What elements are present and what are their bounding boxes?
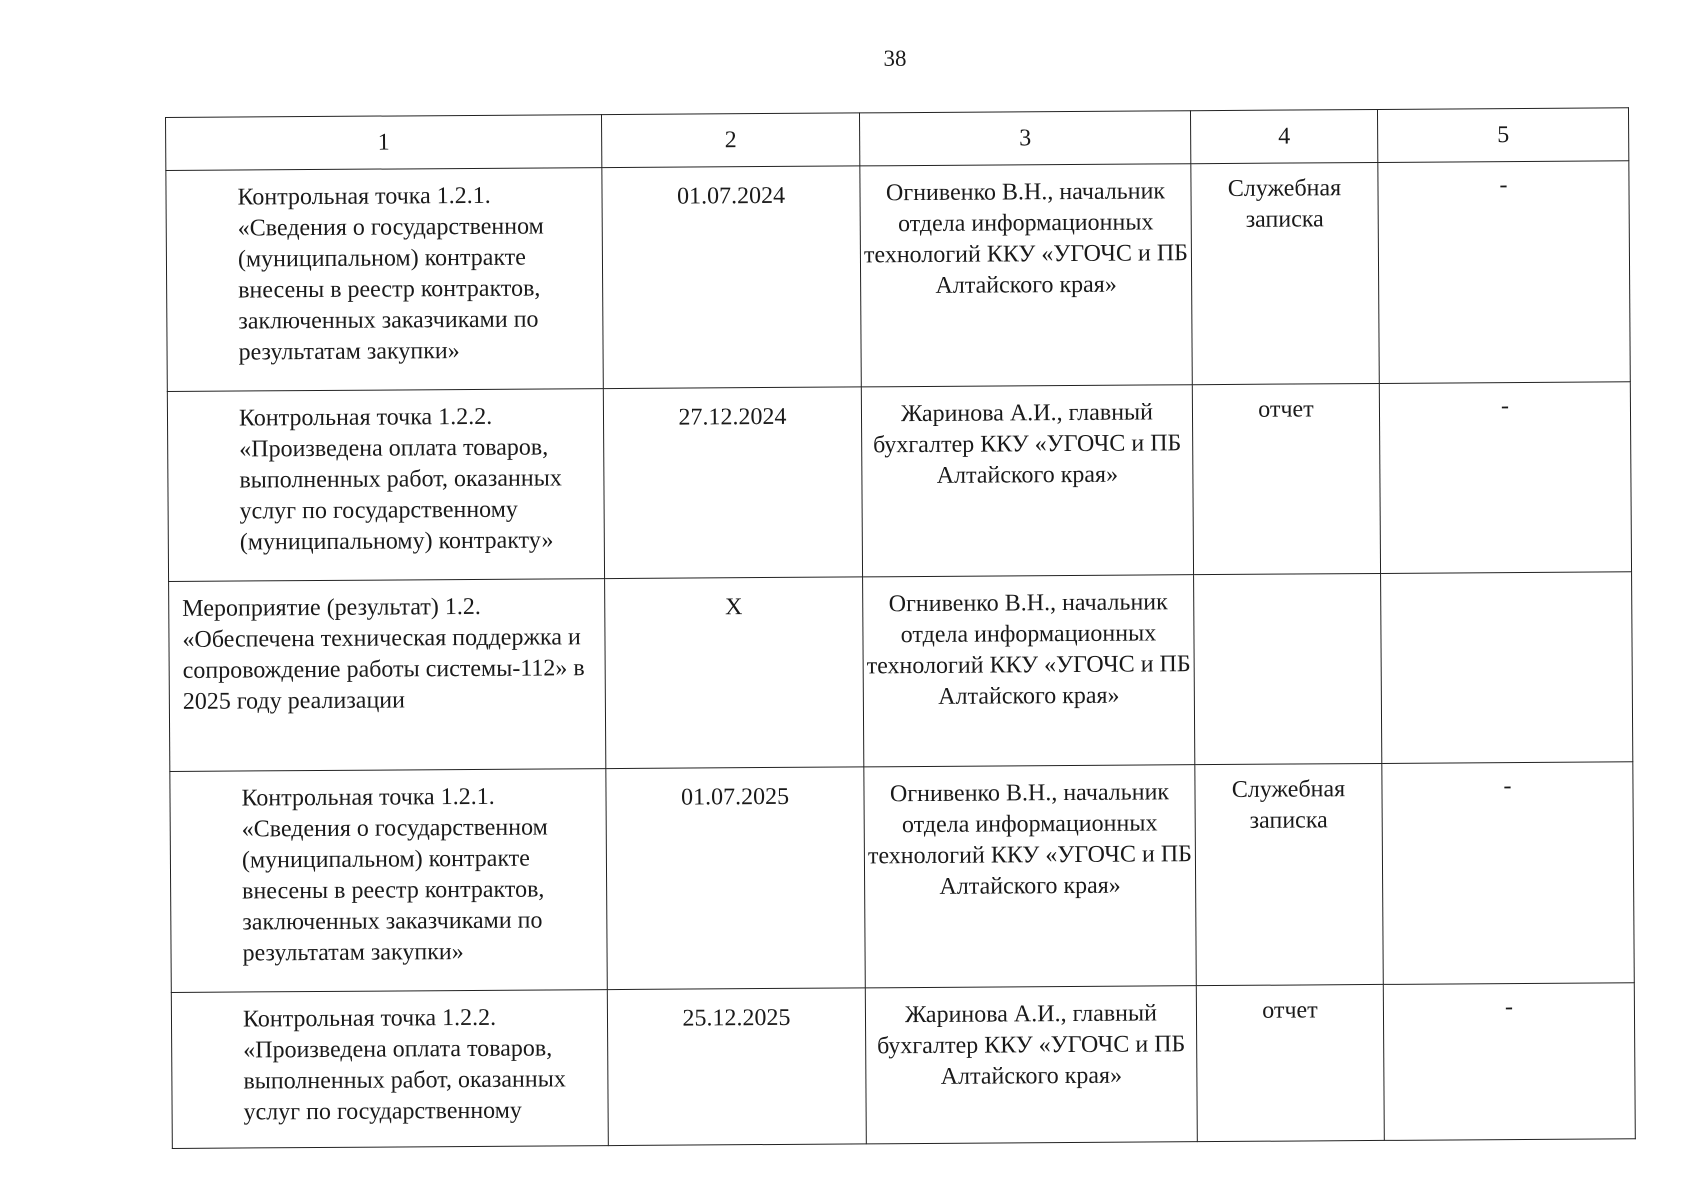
deadline-date: 25.12.2025	[607, 988, 866, 1146]
table-row	[169, 572, 1633, 772]
confirming-document: отчет	[1196, 984, 1384, 1141]
column-header-3: 3	[859, 111, 1190, 166]
deadline-date: X	[605, 577, 864, 769]
column-header-1: 1	[166, 115, 602, 171]
control-point-name: Контрольная точка 1.2.2. «Произведена оплата товаров, выполненных работ, оказанных услуг по государственному	[171, 990, 608, 1149]
table-row	[167, 382, 1631, 582]
deadline-date: 27.12.2024	[603, 387, 862, 579]
responsible-person: Огнивенко В.Н., начальник отдела информационных технологий ККУ «УГОЧС и ПБ Алтайского края»	[863, 575, 1195, 767]
page-number: 38	[883, 46, 907, 71]
confirming-document: отчет	[1192, 383, 1380, 574]
table-row	[171, 983, 1635, 1149]
event-name: Мероприятие (результат) 1.2. «Обеспечена техническая поддержка и сопровождение работы системы-112» в 2025 году реализации	[169, 579, 606, 772]
table-row	[166, 161, 1630, 392]
control-point-name: Контрольная точка 1.2.2. «Произведена оплата товаров, выполненных работ, оказанных услуг по государственному (муниципальному) контракту»	[167, 389, 604, 582]
control-points-table	[165, 107, 1636, 1149]
responsible-person: Огнивенко В.Н., начальник отдела информационных технологий ККУ «УГОЧС и ПБ Алтайского края»	[864, 765, 1196, 988]
deadline-date: 01.07.2025	[606, 767, 865, 990]
column-header-5: 5	[1377, 108, 1628, 163]
column-header-4: 4	[1190, 109, 1377, 163]
responsible-person: Огнивенко В.Н., начальник отдела информационных технологий ККУ «УГОЧС и ПБ Алтайского края»	[860, 164, 1192, 387]
deadline-date: 01.07.2024	[602, 166, 861, 389]
control-point-name: Контрольная точка 1.2.1. «Сведения о государственном (муниципальном) контракте внесены в реестр контрактов, заключенных заказчиками по результатам закупки»	[170, 769, 607, 993]
note-cell: -	[1382, 762, 1634, 985]
note-cell: -	[1379, 382, 1631, 574]
table-row	[170, 762, 1634, 993]
confirming-document	[1194, 573, 1382, 764]
table-header-row	[166, 108, 1629, 171]
note-cell: -	[1378, 161, 1630, 384]
confirming-document: Служебная записка	[1191, 162, 1379, 384]
note-cell: -	[1383, 983, 1635, 1141]
responsible-person: Жаринова А.И., главный бухгалтер ККУ «УГОЧС и ПБ Алтайского края»	[865, 986, 1197, 1144]
column-header-2: 2	[601, 113, 859, 168]
note-cell	[1381, 572, 1633, 764]
control-point-name: Контрольная точка 1.2.1. «Сведения о государственном (муниципальном) контракте внесены в реестр контрактов, заключенных заказчиками по результатам закупки»	[166, 168, 603, 392]
responsible-person: Жаринова А.И., главный бухгалтер ККУ «УГОЧС и ПБ Алтайского края»	[861, 385, 1193, 577]
confirming-document: Служебная записка	[1195, 763, 1383, 985]
